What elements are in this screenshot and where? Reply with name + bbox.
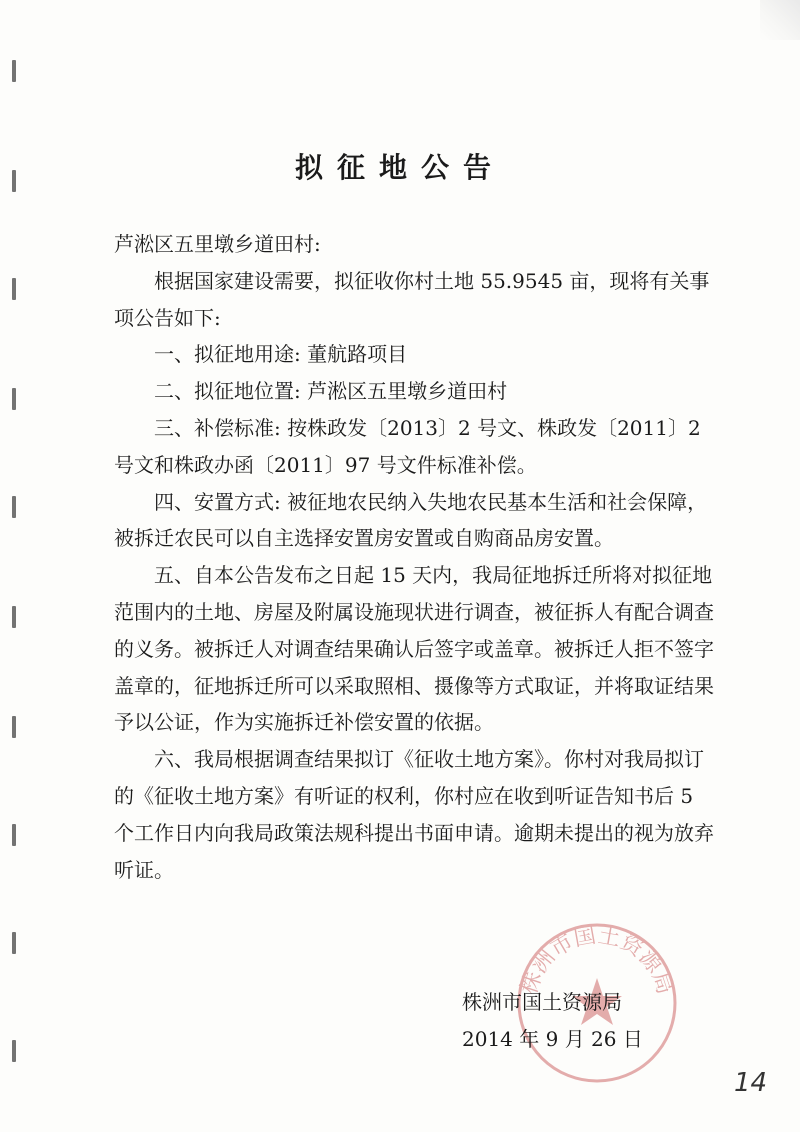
paragraph-compensation: 三、补偿标准: 按株政发〔2013〕2 号文、株政发〔2011〕2 号文和株政办函〔2011〕97 号文件标准补偿。 <box>114 415 701 477</box>
page-corner <box>760 0 800 40</box>
paragraph-purpose: 一、拟征地用途: 董航路项目 <box>154 342 408 367</box>
paragraph-resettlement: 四、安置方式: 被征地农民纳入失地农民基本生活和社会保障，被拆迁农民可以自主选择安置房安置或自购商品房安置。 <box>114 489 708 551</box>
svg-text:株洲市国土资源局: 株洲市国土资源局 <box>516 923 678 998</box>
document-title: 拟征地公告 <box>294 151 505 184</box>
issue-date: 2014 年 9 月 26 日 <box>462 1027 643 1051</box>
paragraph-location: 二、拟征地位置: 芦淞区五里墩乡道田村 <box>154 379 508 404</box>
signature-block <box>462 984 643 1058</box>
paragraph-hearing: 六、我局根据调查结果拟订《征收土地方案》。你村对我局拟订的《征收土地方案》有听证的权利，你村应在收到听证告知书后 5 个工作日内向我局政策法规科提出书面申请。逾期未提出的视为放弃听证。 <box>114 747 714 882</box>
addressee: 芦淞区五里墩乡道田村: <box>114 232 321 256</box>
paragraph-survey: 五、自本公告发布之日起 15 天内，我局征地拆迁所将对拟征地范围内的土地、房屋及附属设施现状进行调查，被征拆人有配合调查的义务。被拆迁人对调查结果确认后签字或盖章。被拆迁人拒不签字盖章的，征地拆迁所可以采取照相、摄像等方式取证，并将取证结果予以公证，作为实施拆迁补偿安置的依据。 <box>114 563 714 735</box>
issuer-name: 株洲市国土资源局 <box>462 990 622 1014</box>
handwritten-page-number: 14 <box>734 1068 768 1098</box>
document-body <box>114 226 714 888</box>
paragraph-intro: 根据国家建设需要，拟征收你村土地 55.9545 亩，现将有关事项公告如下: <box>114 268 710 330</box>
